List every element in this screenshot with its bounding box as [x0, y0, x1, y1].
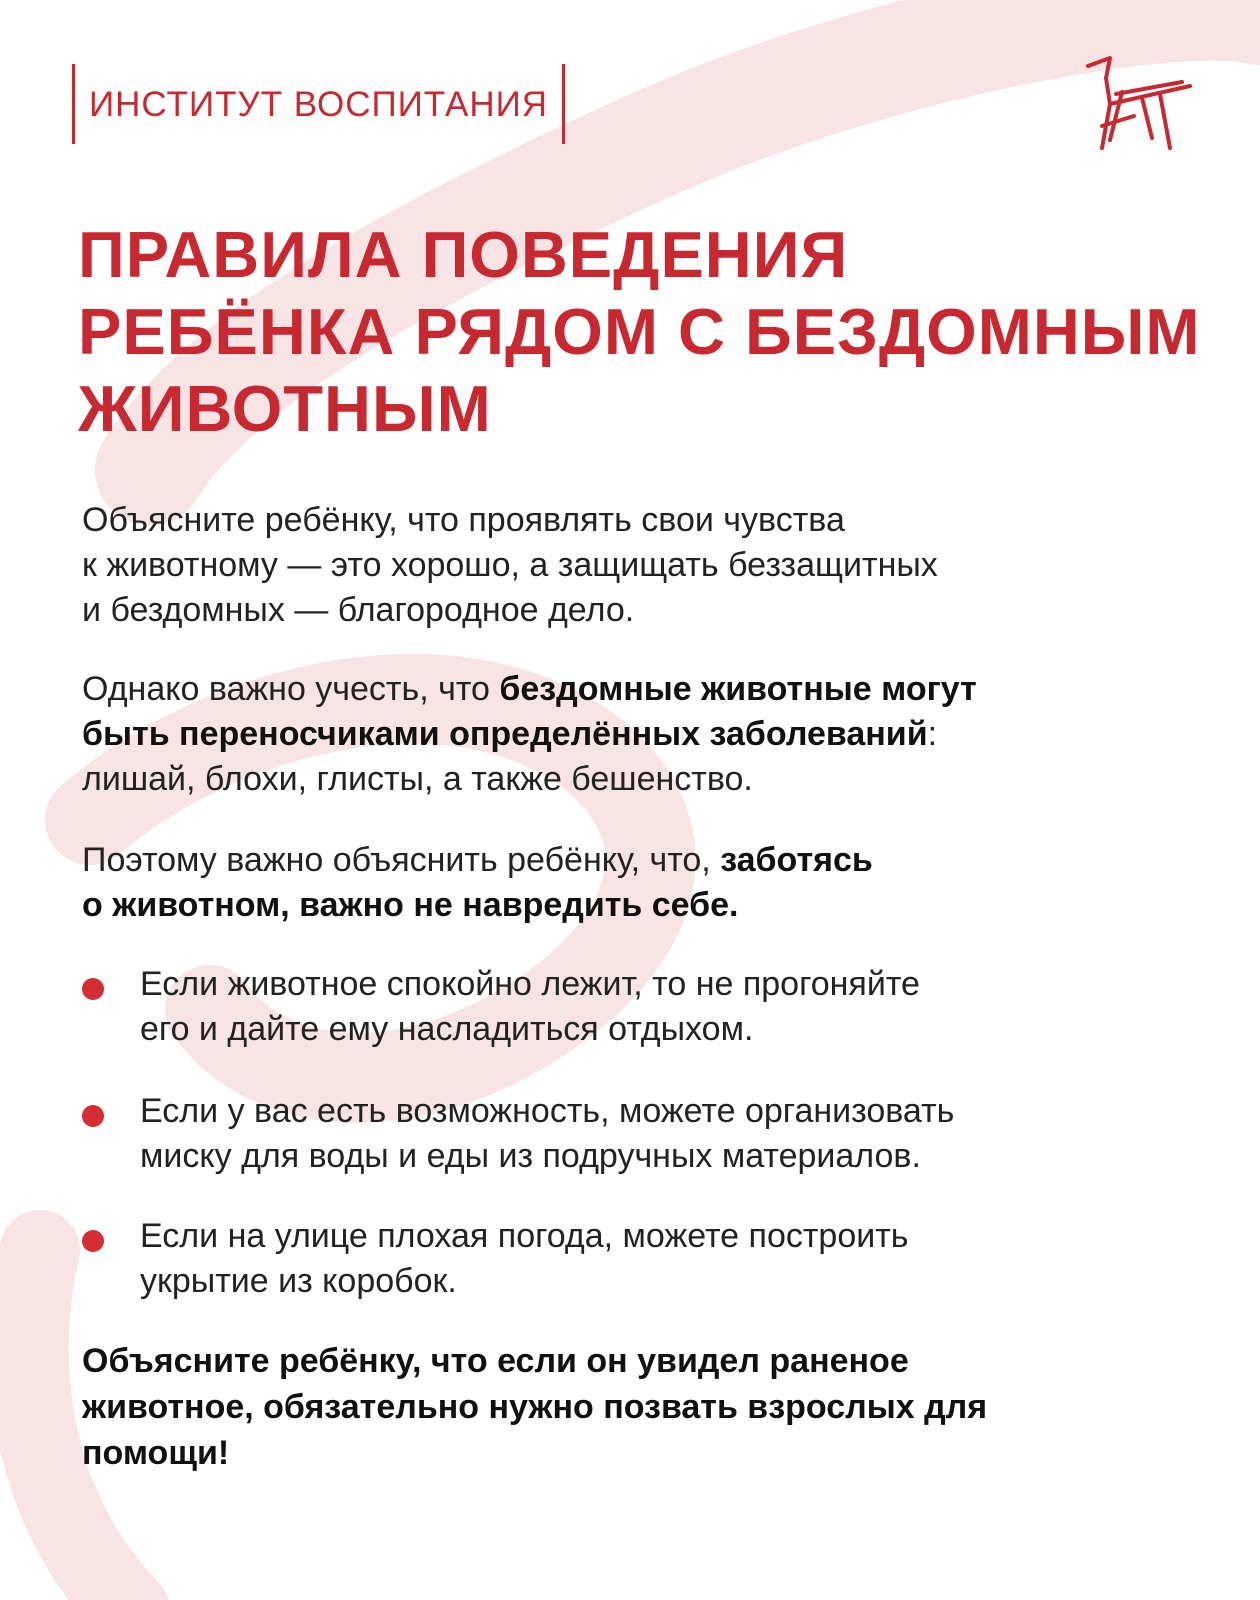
title-line: ЖИВОТНЫМ — [78, 372, 492, 445]
list-item-line: его и дайте ему насладиться отдыхом. — [140, 1010, 754, 1048]
list-item — [82, 962, 1202, 1052]
advice-bold-text: заботясь — [720, 841, 873, 879]
list-item-line: Если у вас есть возможность, можете организовать — [140, 1092, 955, 1130]
closing-line: помощи! — [82, 1434, 230, 1472]
warning-line — [82, 712, 1202, 757]
advice-line — [82, 883, 1202, 928]
brand-right-bar — [562, 64, 565, 144]
list-item-line: укрытие из коробок. — [140, 1262, 457, 1300]
warning-line — [82, 667, 1202, 712]
warning-bold-text: быть переносчиками определённых заболеваний — [82, 715, 928, 753]
title-line: ПРАВИЛА ПОВЕДЕНИЯ — [78, 218, 849, 291]
intro-line: к животному — это хорошо, а защищать беззащитных — [82, 546, 938, 584]
list-item-line: Если животное спокойно лежит, то не прогоняйте — [140, 965, 920, 1003]
list-item — [82, 1214, 1202, 1304]
intro-line: Объясните ребёнку, что проявлять свои чувства — [82, 501, 845, 539]
warning-paragraph — [82, 667, 1202, 802]
page-title — [78, 216, 1228, 447]
warning-line: лишай, блохи, глисты, а также бешенство. — [82, 760, 753, 798]
bullet-dot-icon — [82, 1230, 104, 1252]
advice-line — [82, 838, 1202, 883]
bullet-dot-icon — [82, 1105, 104, 1127]
list-item — [82, 1089, 1202, 1179]
brand-header — [72, 64, 565, 144]
bullet-dot-icon — [82, 978, 104, 1000]
advice-bold-text: о животном, важно не навредить себе. — [82, 886, 739, 924]
warning-text: Однако важно учесть, что — [82, 670, 500, 708]
title-line: РЕБЁНКА РЯДОМ С БЕЗДОМНЫМ — [78, 295, 1201, 368]
advice-text: Поэтому важно объяснить ребёнку, что, — [82, 841, 721, 879]
intro-line: и бездомных — благородное дело. — [82, 591, 635, 629]
warning-text: : — [927, 715, 938, 753]
warning-bold-text: бездомные животные могут — [499, 670, 977, 708]
brand-name: ИНСТИТУТ ВОСПИТАНИЯ — [89, 84, 549, 124]
advice-paragraph — [82, 838, 1202, 928]
horse-chair-logo-icon — [1082, 52, 1194, 152]
tips-list — [82, 962, 1202, 1304]
closing-line: Объясните ребёнку, что если он увидел раненое — [82, 1342, 909, 1380]
intro-paragraph — [82, 498, 1202, 633]
closing-line: животное, обязательно нужно позвать взрослых для — [82, 1388, 988, 1426]
list-item-line: миску для воды и еды из подручных материалов. — [140, 1137, 921, 1175]
list-item-line: Если на улице плохая погода, можете построить — [140, 1217, 909, 1255]
closing-paragraph — [82, 1338, 1202, 1476]
